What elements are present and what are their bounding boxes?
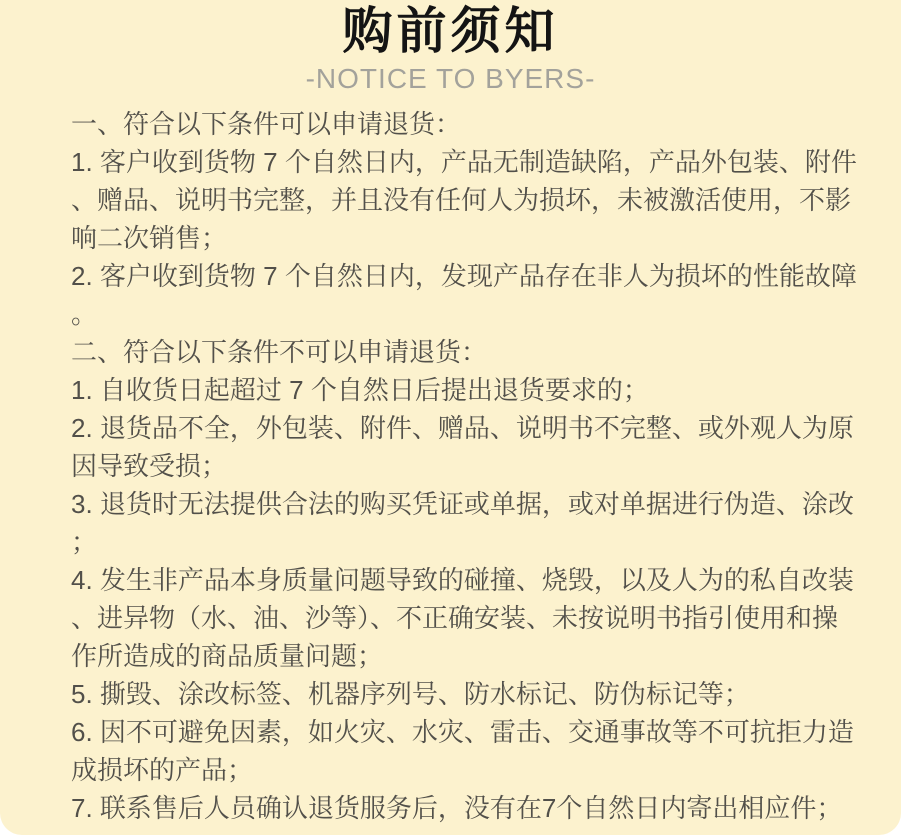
notice-line: 4. 发生非产品本身质量问题导致的碰撞、烧毁，以及人为的私自改装 — [71, 565, 854, 595]
notice-line: 、进异物（水、油、沙等）、不正确安装、未按说明书指引使用和操 — [71, 603, 839, 633]
section-heading: 一、符合以下条件可以申请退货： — [71, 109, 462, 139]
notice-line: 作所造成的商品质量问题； — [71, 641, 384, 671]
notice-line: 2. 退货品不全，外包装、附件、赠品、说明书不完整、或外观人为原 — [71, 413, 854, 443]
notice-line: 响二次销售； — [71, 223, 228, 253]
notice-line: 5. 撕毁、涂改标签、机器序列号、防水标记、防伪标记等； — [71, 679, 750, 709]
notice-line: 因导致受损； — [71, 451, 228, 481]
notice-line: 3. 退货时无法提供合法的购买凭证或单据，或对单据进行伪造、涂改 — [71, 489, 854, 519]
page-subtitle: -NOTICE TO BYERS- — [305, 63, 596, 94]
notice-line: 成损坏的产品； — [71, 755, 254, 785]
notice-line: 1. 自收货日起超过 7 个自然日后提出退货要求的； — [71, 375, 649, 405]
notice-line: 。 — [71, 299, 98, 329]
notice-line: ； — [71, 527, 98, 557]
notice-line: 7. 联系售后人员确认退货服务后，没有在7个自然日内寄出相应件； — [71, 793, 843, 823]
page-title: 购前须知 — [342, 3, 559, 59]
notice-line: 、赠品、说明书完整，并且没有任何人为损坏，未被激活使用，不影 — [71, 185, 852, 215]
notice-line: 2. 客户收到货物 7 个自然日内，发现产品存在非人为损坏的性能故障 — [71, 261, 857, 291]
notice-body — [0, 105, 901, 827]
notice-line: 6. 因不可避免因素，如火灾、水灾、雷击、交通事故等不可抗拒力造 — [71, 717, 854, 747]
notice-line: 1. 客户收到货物 7 个自然日内，产品无制造缺陷，产品外包装、附件 — [71, 147, 857, 177]
section-heading: 二、符合以下条件不可以申请退货： — [71, 337, 488, 367]
